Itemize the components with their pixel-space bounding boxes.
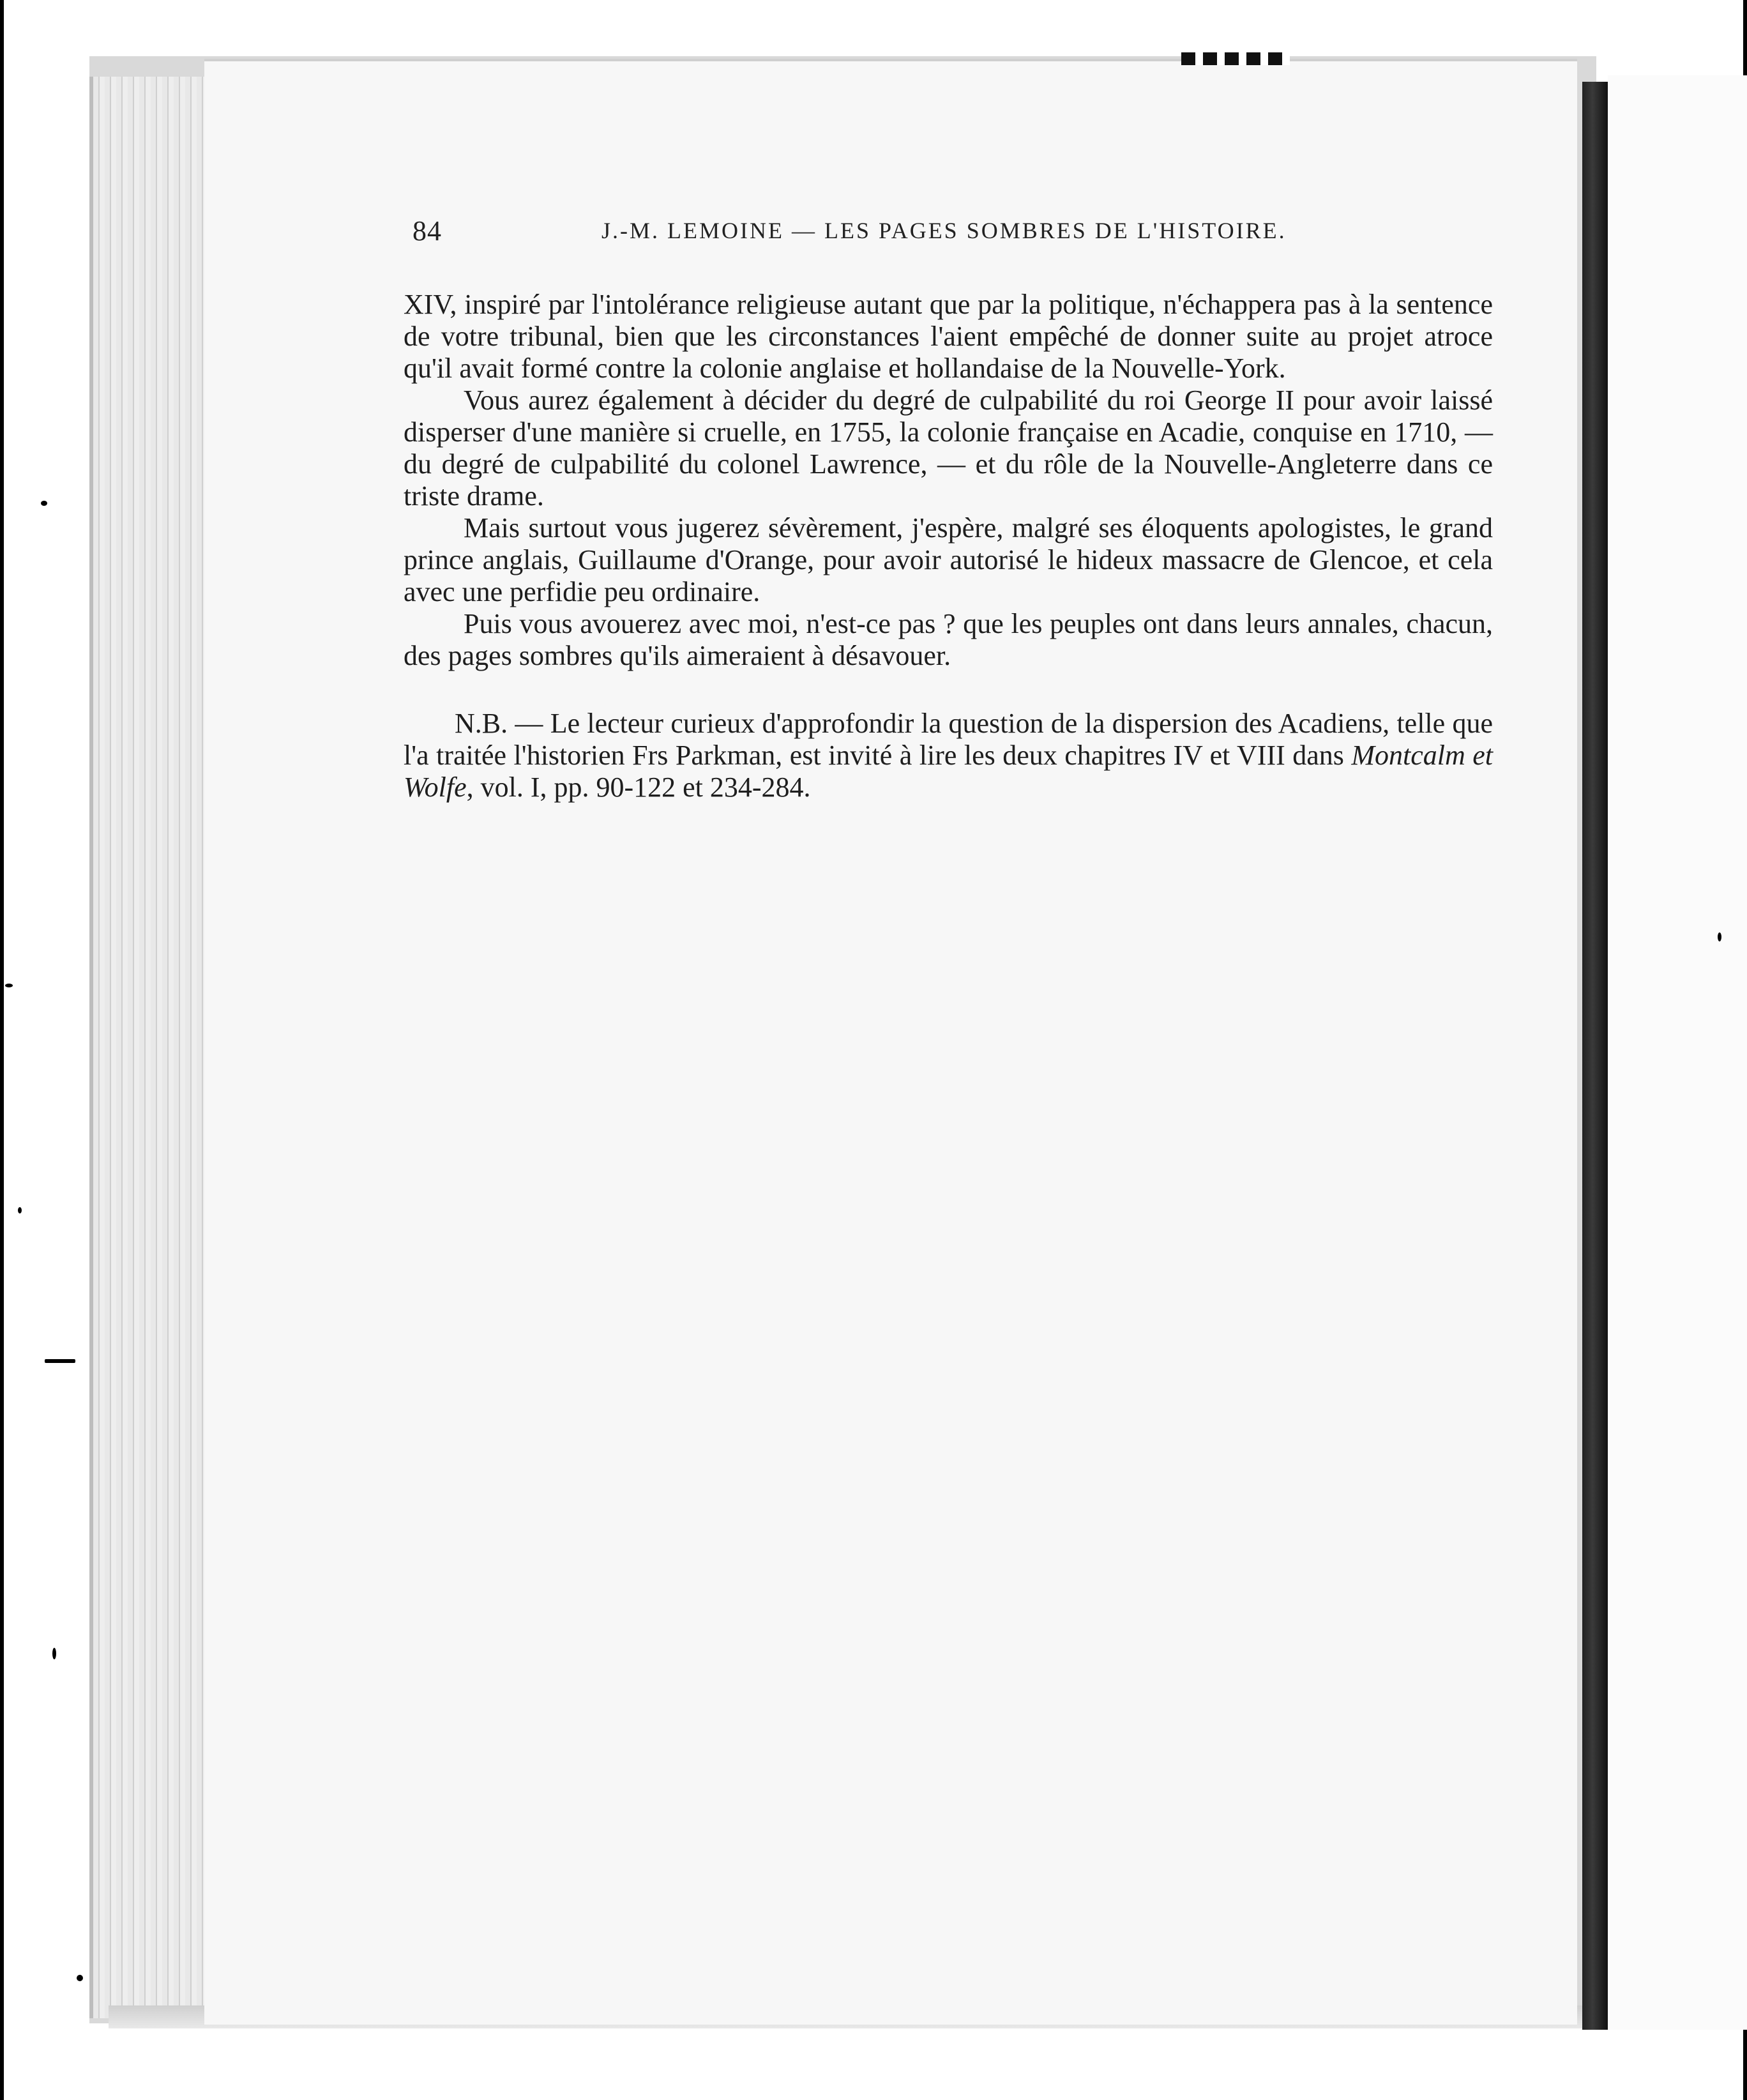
paragraph-3: Mais surtout vous jugerez sévèrement, j'espère, malgré ses éloquents apologistes, le grand prince anglais, Guillaume d'Orange, pour avoir autorisé le hideux massacre de Glencoe, et cela avec une perfidie peu ordinaire. xyxy=(404,512,1493,607)
facing-page xyxy=(1608,75,1747,2030)
paragraph-4: Puis vous avouerez avec moi, n'est-ce pas ? que les peuples ont dans leurs annales, chacun, des pages sombres qu'ils aimeraient à désavouer. xyxy=(404,608,1493,671)
running-title: J.-M. LEMOINE — LES PAGES SOMBRES DE L'HISTOIRE. xyxy=(601,218,1287,243)
scan-border-left xyxy=(0,0,4,2100)
scan-speck xyxy=(77,1975,83,1981)
footnote-reference: , vol. I, pp. 90-122 et 234-284. xyxy=(466,772,811,803)
body-text xyxy=(404,289,1493,803)
book-spine xyxy=(1582,82,1608,2030)
footnote-text: N.B. — Le lecteur curieux d'approfondir la question de la dispersion des Acadiens, telle que l'a traitée l'historien Frs Parkman, est invité à lire les deux chapitres IV et VIII dans xyxy=(404,708,1493,771)
binder-clip-mark xyxy=(1181,52,1290,65)
scan-speck xyxy=(18,1207,22,1214)
running-head xyxy=(412,215,1319,253)
scan-speck xyxy=(45,1359,75,1363)
paragraph-2: Vous aurez également à décider du degré de culpabilité du roi George II pour avoir laissé disperser d'une manière si cruelle, en 1755, la colonie française en Acadie, conquise en 1710, — du degré de culpabilité du colonel Lawrence, — et du rôle de la Nouvelle-Angleterre dans ce triste drame. xyxy=(404,384,1493,512)
scan-speck xyxy=(52,1648,56,1659)
footnote xyxy=(404,708,1493,803)
scan-speck xyxy=(41,501,47,506)
page-number: 84 xyxy=(412,215,442,247)
paragraph-1: XIV, inspiré par l'intolérance religieuse autant que par la politique, n'échappera pas à la sentence de votre tribunal, bien que les circonstances l'aient empêché de donner suite au projet atroce qu'il avait formé contre la colonie anglaise et hollandaise de la Nouvelle-York. xyxy=(404,289,1493,384)
footnote-book-title: Montcalm et Wolfe xyxy=(404,740,1493,803)
page-edges xyxy=(89,77,221,2018)
scan-speck xyxy=(5,984,13,987)
scan-speck xyxy=(1718,932,1721,941)
